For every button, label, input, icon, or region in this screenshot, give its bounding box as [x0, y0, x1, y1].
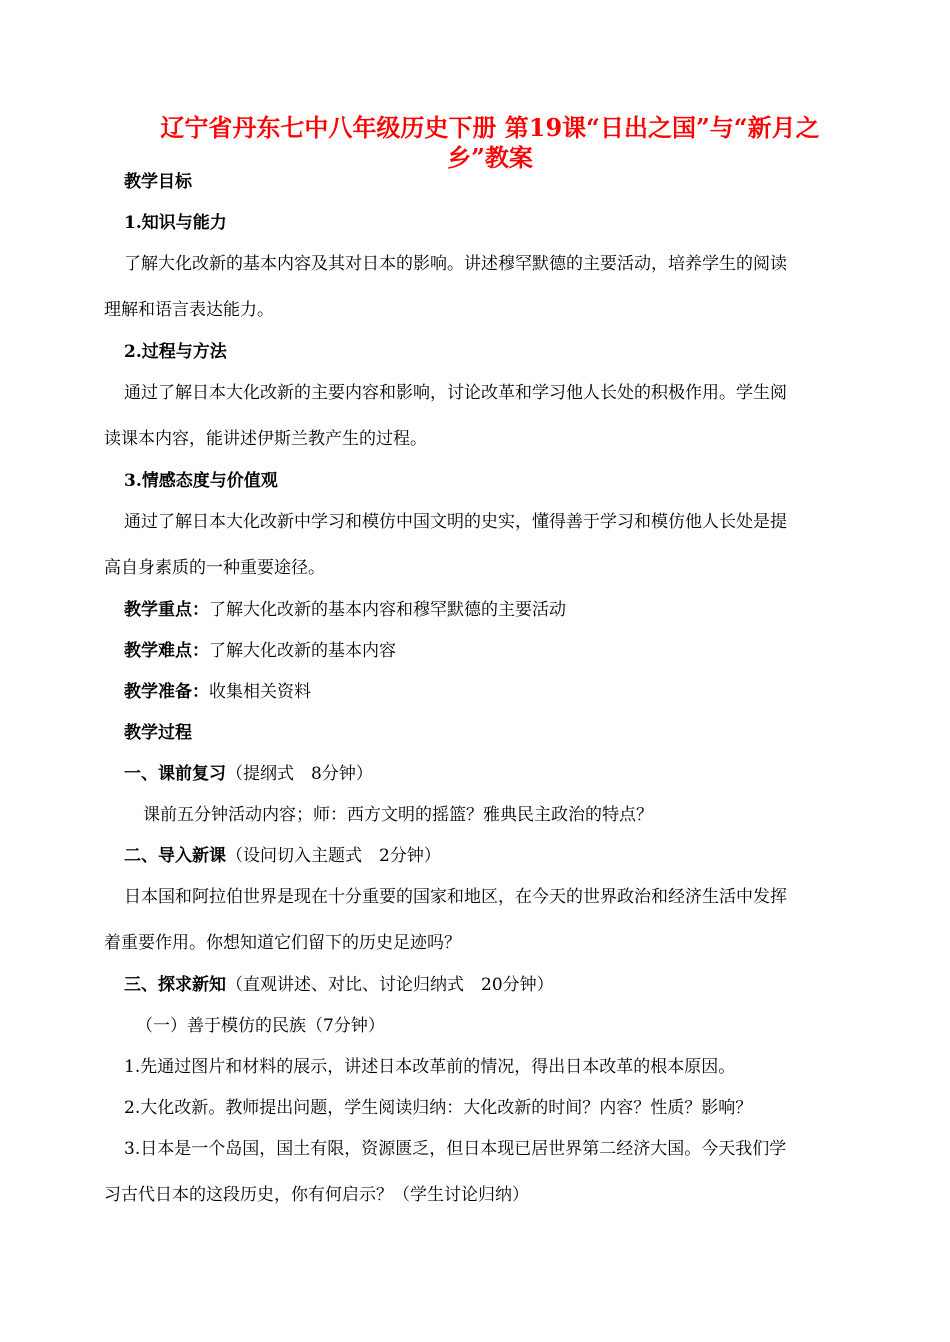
section-3-item-3-line-1: 3.日本是一个岛国，国土有限，资源匮乏，但日本现已居世界第二经济大国。今天我们学: [124, 1139, 787, 1159]
teaching-preparation-label: 教学准备：: [124, 682, 209, 702]
process-method-text-line-1: 通过了解日本大化改新的主要内容和影响，讨论改革和学习他人长处的积极作用。学生阅: [124, 383, 787, 403]
teaching-focus: [124, 598, 566, 622]
process-method-text-line-2: 读课本内容，能讲述伊斯兰教产生的过程。: [104, 429, 427, 449]
section-3-item-3-line-2: 习古代日本的这段历史，你有何启示？（学生讨论归纳）: [104, 1185, 529, 1205]
section-2-text-line-2: 着重要作用。你想知道它们留下的历史足迹吗？: [104, 933, 461, 953]
teaching-difficulty: [124, 639, 396, 663]
section-2-heading: [124, 844, 441, 868]
section-2-label: 二、导入新课: [124, 846, 226, 866]
section-1-heading: [124, 762, 373, 786]
section-3-note: （直观讲述、对比、讨论归纳式 20分钟）: [226, 975, 554, 995]
emotion-text-line-1: 通过了解日本大化改新中学习和模仿中国文明的史实，懂得善于学习和模仿他人长处是提: [124, 512, 787, 532]
section-1-body: 课前五分钟活动内容；师：西方文明的摇篮？雅典民主政治的特点？: [143, 805, 653, 825]
teaching-focus-text: 了解大化改新的基本内容和穆罕默德的主要活动: [209, 600, 566, 620]
section-2-note: （设问切入主题式 2分钟）: [226, 846, 441, 866]
knowledge-heading: 1.知识与能力: [124, 213, 227, 233]
knowledge-text-line-2: 理解和语言表达能力。: [104, 300, 274, 320]
teaching-preparation: [124, 680, 311, 704]
teaching-process-heading: 教学过程: [124, 723, 192, 743]
document-title-line-1: 辽宁省丹东七中八年级历史下册 第19课“日出之国”与“新月之: [160, 113, 820, 142]
section-1-label: 一、课前复习: [124, 764, 226, 784]
section-3-item-2: 2.大化改新。教师提出问题，学生阅读归纳：大化改新的时间？内容？性质？影响？: [124, 1098, 753, 1118]
section-2-text-line-1: 日本国和阿拉伯世界是现在十分重要的国家和地区，在今天的世界政治和经济生活中发挥: [124, 887, 787, 907]
teaching-focus-label: 教学重点：: [124, 600, 209, 620]
section-3-item-1: 1.先通过图片和材料的展示，讲述日本改革前的情况，得出日本改革的根本原因。: [124, 1057, 736, 1077]
emotion-heading: 3.情感态度与价值观: [124, 471, 278, 491]
section-3-label: 三、探求新知: [124, 975, 226, 995]
teaching-difficulty-text: 了解大化改新的基本内容: [209, 641, 396, 661]
document-title-line-2: 乡”教案: [447, 143, 533, 172]
knowledge-text-line-1: 了解大化改新的基本内容及其对日本的影响。讲述穆罕默德的主要活动，培养学生的阅读: [124, 254, 787, 274]
process-method-heading: 2.过程与方法: [124, 342, 227, 362]
section-3-subheading: （一）善于模仿的民族（7分钟）: [136, 1016, 385, 1036]
section-1-note: （提纲式 8分钟）: [226, 764, 373, 784]
section-3-heading: [124, 973, 554, 997]
goals-heading: 教学目标: [124, 172, 192, 192]
teaching-difficulty-label: 教学难点：: [124, 641, 209, 661]
emotion-text-line-2: 高自身素质的一种重要途径。: [104, 558, 325, 578]
teaching-preparation-text: 收集相关资料: [209, 682, 311, 702]
